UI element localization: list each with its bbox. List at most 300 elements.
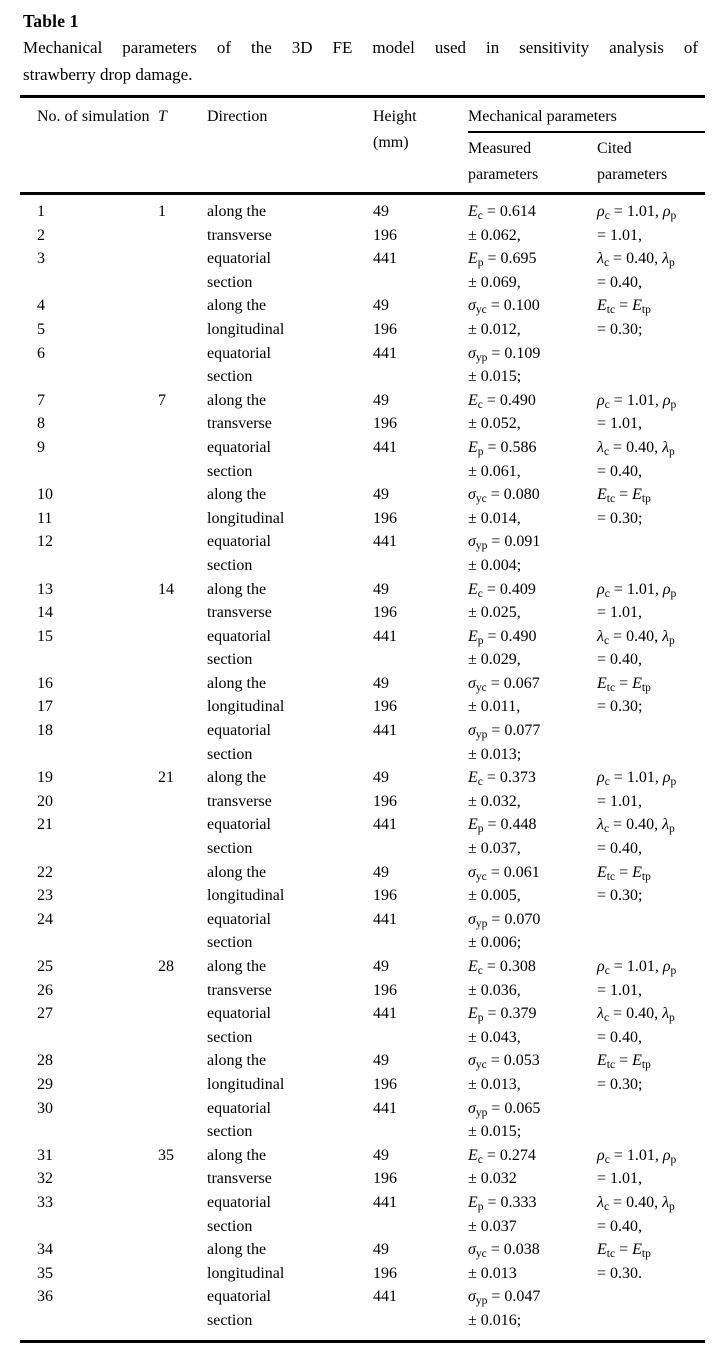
cell-cited-parameters: = 1.01,	[597, 415, 643, 433]
cell-t	[158, 719, 207, 743]
cell-direction: longitudinal	[207, 698, 285, 716]
cell-height: 49	[373, 1241, 389, 1259]
cell-measured-parameters: ± 0.014,	[468, 509, 521, 527]
cell-cited-parameters: = 0.30;	[597, 887, 643, 905]
cell-measured-parameters: ± 0.037	[468, 1217, 517, 1235]
cell-t	[158, 271, 207, 295]
cell-direction: along the	[207, 297, 267, 315]
cell-measured-parameters: ± 0.004;	[468, 556, 522, 574]
cell-simulation-no: 32	[37, 1170, 53, 1188]
cell-simulation-no: 31	[37, 1146, 53, 1164]
cell-direction: along the	[207, 674, 267, 692]
cell-cited-parameters: $E_{tc} = E_{tp}$	[597, 1052, 651, 1072]
cell-t: 35	[158, 1146, 174, 1164]
table-caption-line1: Mechanical parameters of the 3D FE model used in sensitivity analysis of	[23, 38, 698, 57]
cell-t	[158, 1191, 207, 1215]
cell-height: 441	[373, 1005, 397, 1023]
cell-simulation-no	[37, 460, 158, 484]
cell-t: 7	[158, 391, 166, 409]
table-row	[37, 884, 705, 908]
cell-t	[158, 530, 207, 554]
cell-simulation-no	[37, 554, 158, 578]
cell-direction: section	[207, 651, 253, 669]
cell-direction: transverse	[207, 1170, 272, 1188]
cell-height: 196	[373, 887, 397, 905]
cell-height	[373, 648, 468, 672]
cell-height: 441	[373, 910, 397, 928]
cell-height	[373, 460, 468, 484]
cell-cited-parameters: = 0.40,	[597, 840, 643, 858]
cell-cited-parameters	[597, 530, 705, 554]
column-header-height-mm: Height (mm)	[373, 108, 417, 151]
cell-direction: equatorial	[207, 816, 271, 834]
cell-height: 441	[373, 344, 397, 362]
cell-simulation-no: 4	[37, 297, 45, 315]
cell-direction: longitudinal	[207, 1264, 285, 1282]
cell-height	[373, 365, 468, 389]
data-table	[20, 95, 705, 1343]
cell-direction: section	[207, 368, 253, 386]
table-row	[37, 1191, 705, 1215]
cell-measured-parameters: ± 0.052,	[468, 415, 521, 433]
cell-cited-parameters: = 0.40,	[597, 1028, 643, 1046]
cell-simulation-no	[37, 837, 158, 861]
cell-t	[158, 1097, 207, 1121]
table-row	[37, 601, 705, 625]
cell-direction: equatorial	[207, 1288, 271, 1306]
cell-cited-parameters: = 0.40,	[597, 462, 643, 480]
cell-simulation-no: 9	[37, 438, 45, 456]
cell-height: 441	[373, 1099, 397, 1117]
cell-cited-parameters	[597, 342, 705, 366]
cell-measured-parameters: $E_p = 0.586$	[468, 438, 537, 458]
cell-t	[158, 1049, 207, 1073]
cell-simulation-no: 36	[37, 1288, 53, 1306]
cell-height	[373, 271, 468, 295]
cell-simulation-no: 34	[37, 1241, 53, 1259]
cell-direction: equatorial	[207, 910, 271, 928]
table-row	[37, 342, 705, 366]
cell-height: 441	[373, 438, 397, 456]
cell-t	[158, 1262, 207, 1286]
cell-height: 441	[373, 533, 397, 551]
cell-t: 1	[158, 203, 166, 220]
cell-t	[158, 601, 207, 625]
cell-t	[158, 1167, 207, 1191]
cell-t	[158, 931, 207, 955]
cell-measured-parameters: $\sigma_{yc} = 0.038$	[468, 1241, 540, 1261]
cell-direction: section	[207, 273, 253, 291]
cell-height: 49	[373, 580, 389, 598]
cell-cited-parameters	[597, 931, 705, 955]
cell-simulation-no: 22	[37, 863, 53, 881]
cell-cited-parameters: $\lambda_c = 0.40$, $\lambda_p$	[597, 1005, 675, 1025]
cell-measured-parameters: ± 0.043,	[468, 1028, 521, 1046]
column-header-t: T	[158, 108, 167, 125]
table-row	[37, 1144, 705, 1168]
cell-simulation-no: 11	[37, 509, 53, 527]
cell-measured-parameters: $\sigma_{yc} = 0.080$	[468, 486, 540, 506]
table-row	[37, 695, 705, 719]
table-row	[37, 1073, 705, 1097]
cell-direction: along the	[207, 1052, 267, 1070]
cell-height: 49	[373, 391, 389, 409]
cell-direction: transverse	[207, 981, 272, 999]
cell-simulation-no	[37, 648, 158, 672]
cell-measured-parameters: $E_c = 0.614$	[468, 203, 536, 222]
table-row	[37, 1262, 705, 1286]
cell-simulation-no: 1	[37, 203, 45, 220]
cell-simulation-no: 6	[37, 344, 45, 362]
cell-measured-parameters: $\sigma_{yp} = 0.047$	[468, 1288, 541, 1308]
table-row	[37, 318, 705, 342]
cell-height	[373, 1309, 468, 1333]
cell-cited-parameters	[597, 743, 705, 767]
cell-measured-parameters: ± 0.061,	[468, 462, 521, 480]
cell-direction: along the	[207, 863, 267, 881]
cell-t	[158, 1238, 207, 1262]
table-row	[37, 1285, 705, 1309]
cell-cited-parameters: = 0.40,	[597, 651, 643, 669]
table-row	[37, 1215, 705, 1239]
cell-t: 28	[158, 958, 174, 975]
cell-measured-parameters: ± 0.013;	[468, 745, 522, 763]
cell-cited-parameters: = 0.30.	[597, 1264, 643, 1282]
cell-direction: section	[207, 1123, 253, 1141]
table-row	[37, 578, 705, 602]
cell-height: 441	[373, 627, 397, 645]
cell-direction: equatorial	[207, 1193, 271, 1211]
cell-measured-parameters: $\sigma_{yp} = 0.070$	[468, 910, 541, 930]
cell-height: 196	[373, 226, 397, 244]
table-row	[37, 1238, 705, 1262]
cell-simulation-no: 30	[37, 1099, 53, 1117]
cell-simulation-no: 25	[37, 958, 53, 975]
cell-direction: along the	[207, 580, 267, 598]
cell-simulation-no: 14	[37, 604, 53, 622]
cell-t	[158, 507, 207, 531]
cell-height: 49	[373, 769, 389, 787]
cell-t	[158, 813, 207, 837]
cell-direction: along the	[207, 1146, 267, 1164]
column-group-mechanical-parameters	[468, 104, 705, 188]
cell-direction: along the	[207, 391, 267, 409]
cell-cited-parameters: = 0.40,	[597, 273, 643, 291]
cell-t	[158, 790, 207, 814]
cell-t	[158, 1285, 207, 1309]
cell-height: 49	[373, 674, 389, 692]
cell-measured-parameters: ± 0.016;	[468, 1311, 522, 1329]
cell-cited-parameters: = 0.30;	[597, 320, 643, 338]
table-row	[37, 389, 705, 413]
cell-t	[158, 412, 207, 436]
table-row	[37, 625, 705, 649]
cell-cited-parameters: $\rho_c = 1.01$, $\rho_p$	[597, 203, 677, 222]
cell-simulation-no: 15	[37, 627, 53, 645]
table-row	[37, 719, 705, 743]
table-title: Table 1	[23, 11, 79, 31]
cell-t	[158, 625, 207, 649]
cell-measured-parameters: $E_c = 0.274$	[468, 1146, 536, 1166]
cell-direction: equatorial	[207, 250, 271, 268]
cell-direction: section	[207, 840, 253, 858]
cell-simulation-no: 18	[37, 722, 53, 740]
cell-height: 196	[373, 1264, 397, 1282]
table-row	[37, 412, 705, 436]
table-row	[37, 247, 705, 271]
cell-simulation-no: 5	[37, 320, 45, 338]
cell-cited-parameters: $E_{tc} = E_{tp}$	[597, 863, 651, 883]
cell-cited-parameters: $\lambda_c = 0.40$, $\lambda_p$	[597, 438, 675, 458]
table-row	[37, 1002, 705, 1026]
table-row	[37, 861, 705, 885]
table-caption	[20, 34, 698, 88]
column-header-mechanical-parameters: Mechanical parameters	[468, 104, 705, 133]
cell-height: 196	[373, 981, 397, 999]
cell-simulation-no	[37, 1120, 158, 1144]
cell-measured-parameters: $\sigma_{yp} = 0.065$	[468, 1099, 541, 1119]
cell-measured-parameters: ± 0.032,	[468, 792, 521, 810]
cell-simulation-no: 16	[37, 674, 53, 692]
table-row	[37, 955, 705, 979]
cell-measured-parameters: ± 0.029,	[468, 651, 521, 669]
cell-cited-parameters: $\lambda_c = 0.40$, $\lambda_p$	[597, 250, 675, 270]
cell-cited-parameters: = 0.30;	[597, 509, 643, 527]
table-row	[37, 1049, 705, 1073]
cell-height: 196	[373, 1170, 397, 1188]
cell-t	[158, 861, 207, 885]
cell-direction: equatorial	[207, 1099, 271, 1117]
cell-simulation-no: 28	[37, 1052, 53, 1070]
cell-simulation-no	[37, 271, 158, 295]
cell-height: 441	[373, 722, 397, 740]
cell-height: 196	[373, 1075, 397, 1093]
cell-height: 49	[373, 863, 389, 881]
cell-direction: along the	[207, 1241, 267, 1259]
cell-height: 196	[373, 509, 397, 527]
table-row	[37, 224, 705, 248]
cell-cited-parameters: $\lambda_c = 0.40$, $\lambda_p$	[597, 816, 675, 836]
cell-simulation-no: 26	[37, 981, 53, 999]
cell-t	[158, 460, 207, 484]
cell-t	[158, 908, 207, 932]
cell-cited-parameters: $\lambda_c = 0.40$, $\lambda_p$	[597, 627, 675, 647]
table-row	[37, 790, 705, 814]
cell-simulation-no: 8	[37, 415, 45, 433]
cell-cited-parameters: = 0.30;	[597, 1075, 643, 1093]
table-row	[37, 507, 705, 531]
cell-measured-parameters: ± 0.036,	[468, 981, 521, 999]
cell-measured-parameters: $\sigma_{yc} = 0.067$	[468, 674, 540, 694]
cell-measured-parameters: $E_c = 0.308$	[468, 958, 536, 977]
cell-cited-parameters: $\rho_c = 1.01$, $\rho_p$	[597, 580, 677, 600]
cell-direction: transverse	[207, 415, 272, 433]
table-row	[37, 365, 705, 389]
cell-simulation-no	[37, 743, 158, 767]
cell-height	[373, 554, 468, 578]
cell-cited-parameters: $E_{tc} = E_{tp}$	[597, 674, 651, 694]
cell-direction: equatorial	[207, 627, 271, 645]
cell-measured-parameters: ± 0.037,	[468, 840, 521, 858]
cell-cited-parameters: $E_{tc} = E_{tp}$	[597, 486, 651, 506]
cell-cited-parameters: $\lambda_c = 0.40$, $\lambda_p$	[597, 1193, 675, 1213]
table-row	[37, 1120, 705, 1144]
cell-simulation-no: 2	[37, 226, 45, 244]
cell-height: 49	[373, 1052, 389, 1070]
cell-t	[158, 342, 207, 366]
table-caption-line2: strawberry drop damage.	[23, 65, 193, 84]
table-row	[37, 931, 705, 955]
cell-measured-parameters: ± 0.013,	[468, 1075, 521, 1093]
table-row	[37, 813, 705, 837]
cell-height: 49	[373, 203, 389, 220]
cell-measured-parameters: ± 0.025,	[468, 604, 521, 622]
cell-t	[158, 436, 207, 460]
cell-direction: along the	[207, 486, 267, 504]
cell-direction: equatorial	[207, 722, 271, 740]
cell-cited-parameters: $E_{tc} = E_{tp}$	[597, 297, 651, 317]
cell-simulation-no: 13	[37, 580, 53, 598]
cell-height: 196	[373, 604, 397, 622]
cell-t	[158, 365, 207, 389]
cell-simulation-no: 24	[37, 910, 53, 928]
cell-simulation-no: 21	[37, 816, 53, 834]
cell-measured-parameters: ± 0.012,	[468, 320, 521, 338]
cell-height: 49	[373, 958, 389, 975]
cell-measured-parameters: $E_p = 0.490$	[468, 627, 537, 647]
cell-simulation-no: 17	[37, 698, 53, 716]
cell-direction: section	[207, 934, 253, 952]
cell-height	[373, 1215, 468, 1239]
column-header-cited-parameters: Cited parameters	[597, 140, 668, 183]
cell-height: 49	[373, 1146, 389, 1164]
table-row	[37, 530, 705, 554]
column-header-direction: Direction	[207, 108, 268, 125]
cell-t	[158, 1215, 207, 1239]
cell-simulation-no	[37, 931, 158, 955]
cell-t	[158, 884, 207, 908]
cell-cited-parameters	[597, 1285, 705, 1309]
cell-direction: longitudinal	[207, 509, 285, 527]
cell-cited-parameters	[597, 1097, 705, 1121]
cell-direction: longitudinal	[207, 320, 285, 338]
column-header-measured-parameters: Measured parameters	[468, 140, 539, 183]
cell-measured-parameters: $\sigma_{yc} = 0.053$	[468, 1052, 540, 1072]
table-body	[20, 195, 705, 1343]
table-row	[37, 294, 705, 318]
cell-measured-parameters: $\sigma_{yp} = 0.091$	[468, 533, 541, 553]
cell-t: 14	[158, 580, 174, 598]
cell-t	[158, 743, 207, 767]
cell-measured-parameters: ± 0.062,	[468, 226, 521, 244]
cell-height: 196	[373, 320, 397, 338]
cell-height: 196	[373, 415, 397, 433]
cell-measured-parameters: $E_p = 0.379$	[468, 1005, 537, 1025]
table-row	[37, 766, 705, 790]
table-row	[37, 460, 705, 484]
cell-t	[158, 483, 207, 507]
cell-measured-parameters: $\sigma_{yc} = 0.061$	[468, 863, 540, 883]
table-row	[37, 908, 705, 932]
cell-height: 441	[373, 1288, 397, 1306]
cell-direction: equatorial	[207, 344, 271, 362]
cell-measured-parameters: $\sigma_{yc} = 0.100$	[468, 297, 540, 317]
cell-height: 441	[373, 250, 397, 268]
cell-measured-parameters: $E_c = 0.373$	[468, 769, 536, 789]
table-row	[37, 1097, 705, 1121]
table-row	[37, 1167, 705, 1191]
cell-cited-parameters: = 1.01,	[597, 1170, 643, 1188]
cell-height	[373, 1026, 468, 1050]
cell-height: 49	[373, 486, 389, 504]
cell-direction: equatorial	[207, 533, 271, 551]
cell-cited-parameters: $\rho_c = 1.01$, $\rho_p$	[597, 958, 677, 977]
cell-measured-parameters: $E_p = 0.448$	[468, 816, 537, 836]
cell-measured-parameters: $E_c = 0.490$	[468, 391, 536, 411]
cell-measured-parameters: ± 0.032	[468, 1170, 517, 1188]
cell-cited-parameters	[597, 554, 705, 578]
mechanical-parameters-subheaders	[468, 133, 705, 188]
cell-t	[158, 648, 207, 672]
table-row	[37, 979, 705, 1003]
cell-cited-parameters: = 1.01,	[597, 981, 643, 999]
table-row	[37, 271, 705, 295]
cell-t	[158, 294, 207, 318]
cell-direction: longitudinal	[207, 1075, 285, 1093]
cell-simulation-no: 12	[37, 533, 53, 551]
cell-t	[158, 1309, 207, 1333]
cell-measured-parameters: ± 0.015;	[468, 1123, 522, 1141]
table-row	[37, 1309, 705, 1333]
cell-direction: equatorial	[207, 438, 271, 456]
cell-simulation-no: 29	[37, 1075, 53, 1093]
cell-measured-parameters: $E_p = 0.695$	[468, 250, 537, 270]
table-row	[37, 436, 705, 460]
cell-direction: along the	[207, 769, 267, 787]
cell-direction: equatorial	[207, 1005, 271, 1023]
cell-direction: section	[207, 556, 253, 574]
cell-t	[158, 1120, 207, 1144]
cell-simulation-no	[37, 1026, 158, 1050]
cell-height	[373, 837, 468, 861]
cell-t: 21	[158, 769, 174, 787]
cell-height: 441	[373, 816, 397, 834]
cell-simulation-no	[37, 365, 158, 389]
cell-t	[158, 837, 207, 861]
cell-measured-parameters: ± 0.006;	[468, 934, 522, 952]
cell-t	[158, 1026, 207, 1050]
cell-direction: section	[207, 1028, 253, 1046]
table-row	[37, 648, 705, 672]
cell-measured-parameters: $E_p = 0.333$	[468, 1193, 537, 1213]
cell-height	[373, 931, 468, 955]
table-row	[37, 743, 705, 767]
cell-measured-parameters: ± 0.013	[468, 1264, 517, 1282]
cell-t	[158, 318, 207, 342]
cell-simulation-no: 35	[37, 1264, 53, 1282]
cell-direction: section	[207, 1217, 253, 1235]
cell-cited-parameters: = 0.40,	[597, 1217, 643, 1235]
cell-simulation-no: 27	[37, 1005, 53, 1023]
cell-measured-parameters: $\sigma_{yp} = 0.109$	[468, 344, 541, 364]
cell-simulation-no: 20	[37, 792, 53, 810]
cell-t	[158, 224, 207, 248]
cell-height	[373, 743, 468, 767]
cell-simulation-no: 23	[37, 887, 53, 905]
cell-measured-parameters: ± 0.005,	[468, 887, 521, 905]
cell-t	[158, 247, 207, 271]
cell-height	[373, 1120, 468, 1144]
